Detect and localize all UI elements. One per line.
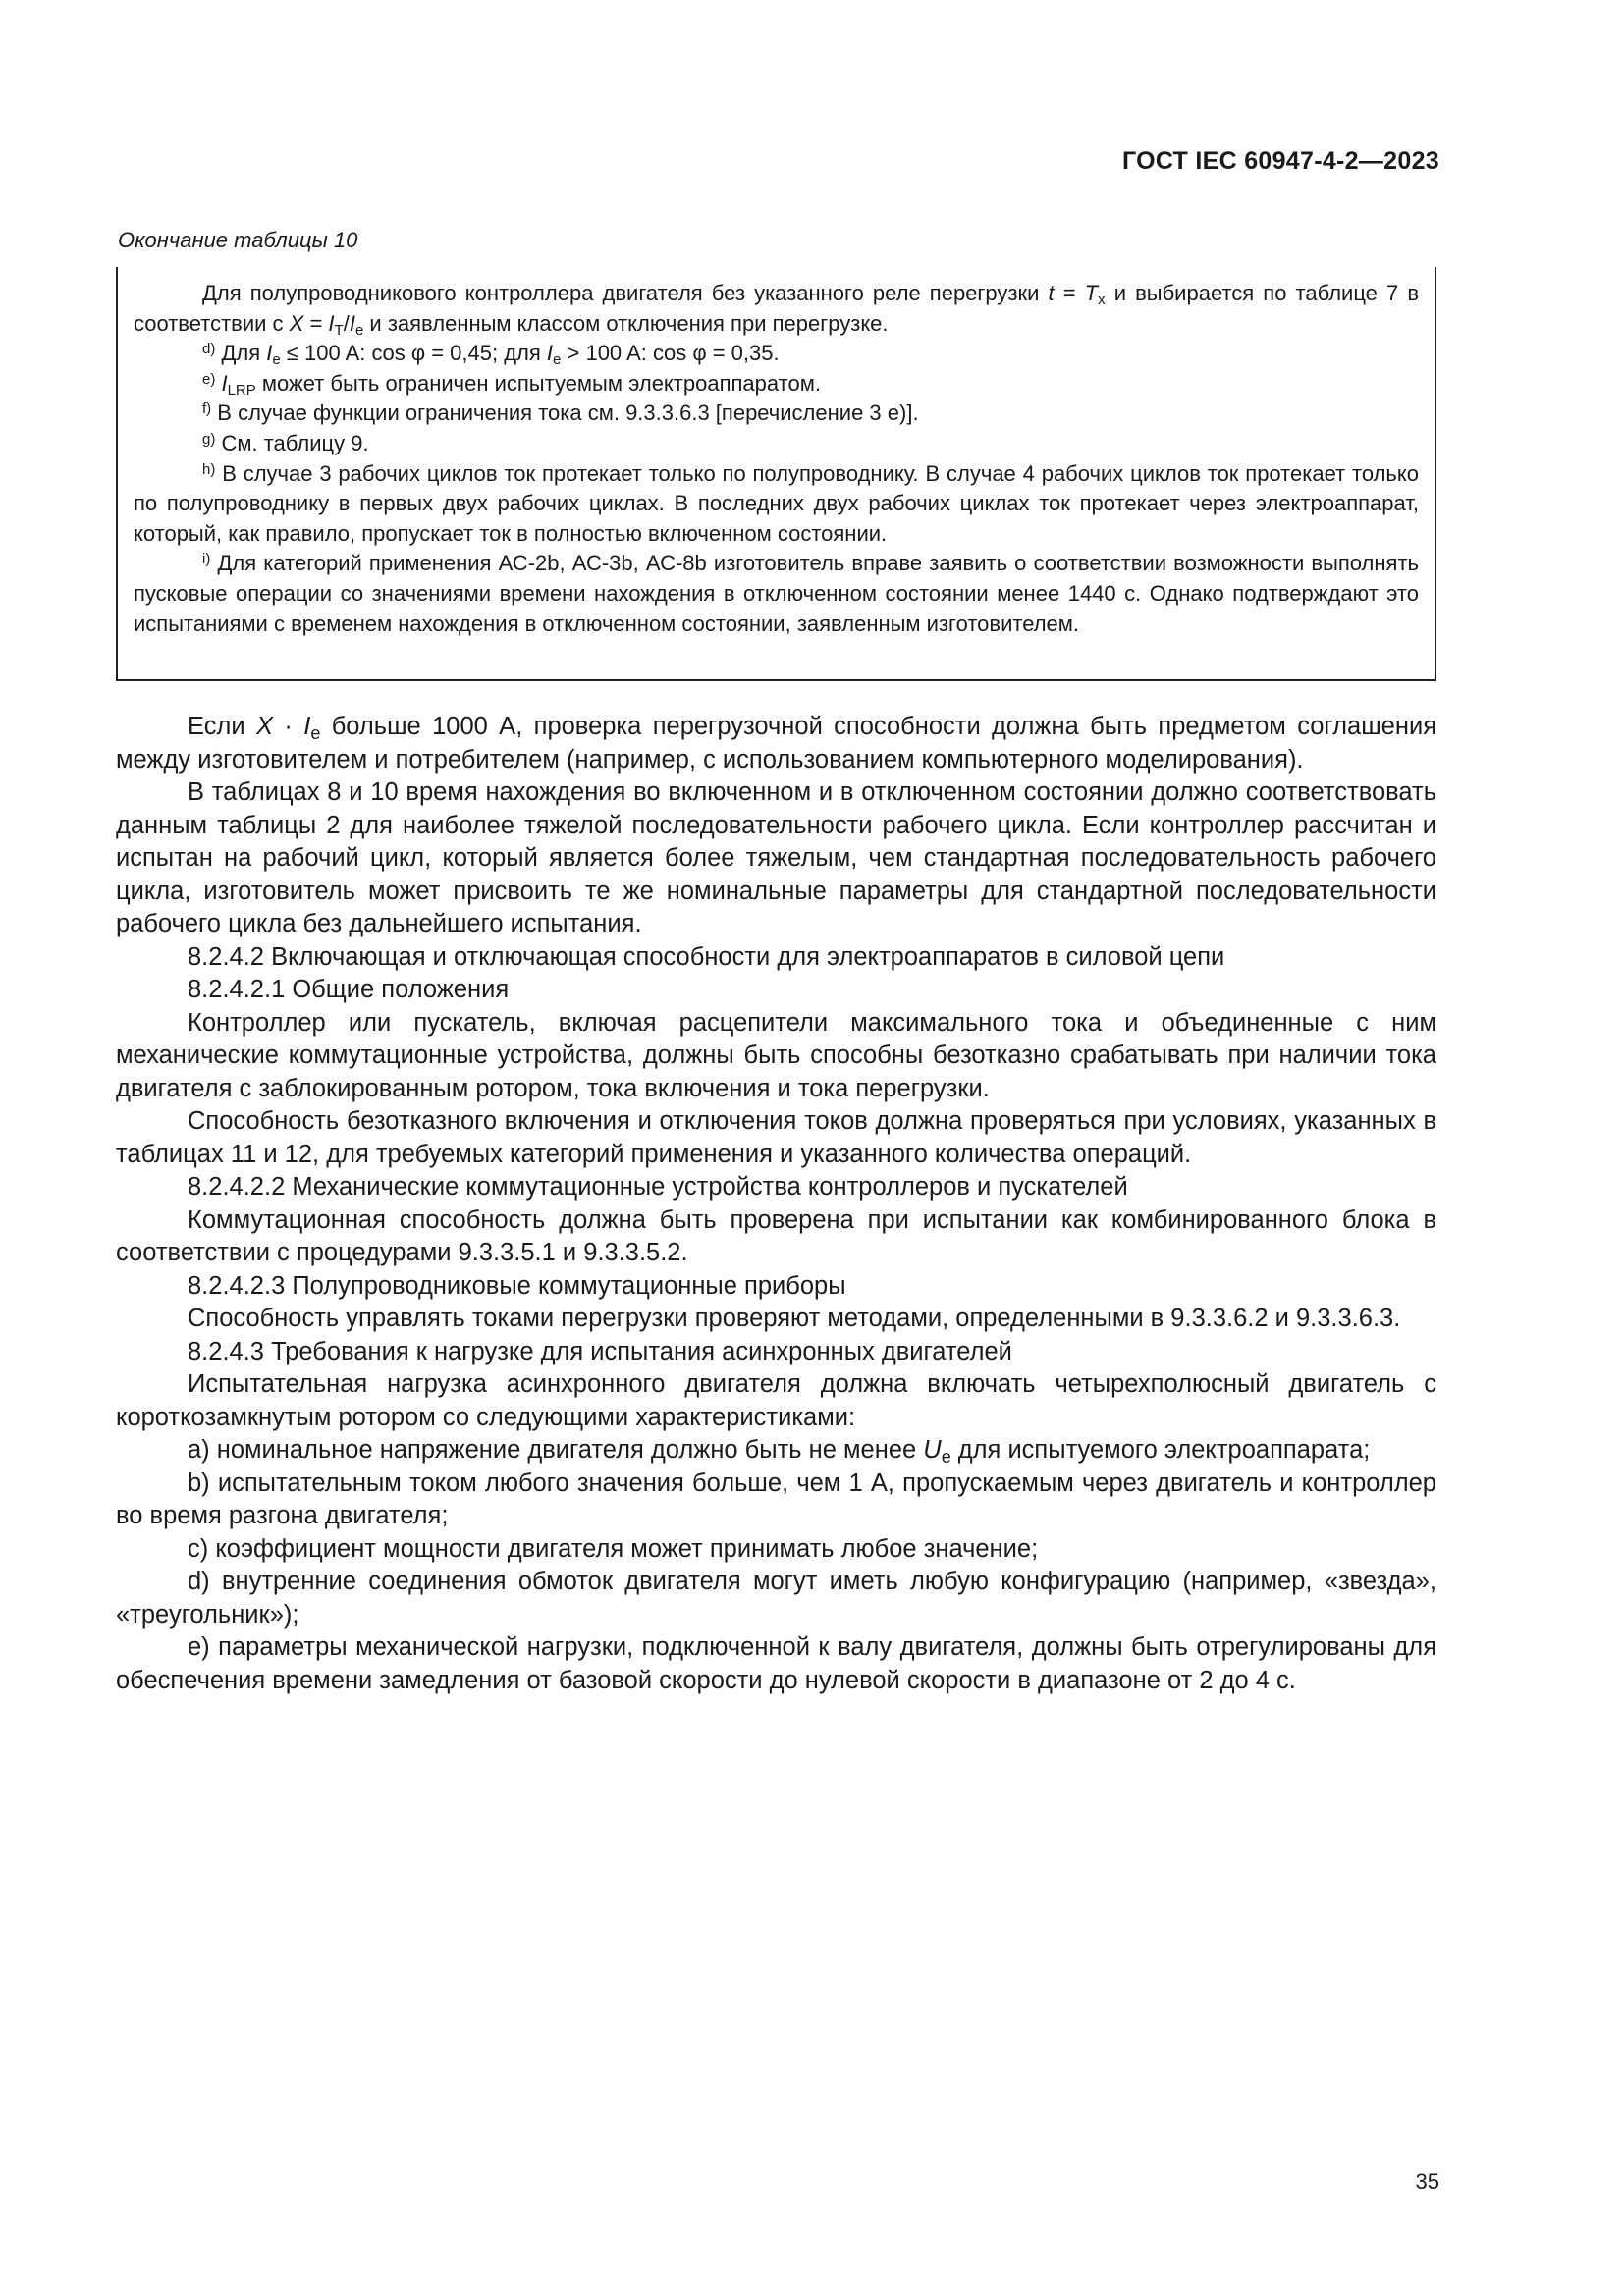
list-item-c: c) коэффициент мощности двигателя может принимать любое значение; [188,1534,1039,1563]
section-heading-8-2-4-2-1: 8.2.4.2.1 Общие положения [188,976,510,1003]
paragraph-duty-cycle: В таблицах 8 и 10 время нахождения во включенном и в отключенном состоянии должно соответствовать данным таблицы 2 для наиболее тяжелой последовательности рабочего цикла. Если контроллер рассчитан и испытан на рабочий цикл, который является более тяжелым, чем стандартная последовательность рабочего цикла, изготовитель может присвоить те же номинальные параметры для стандартной последовательности рабочего цикла без дальнейшего испытания. [116,778,1436,937]
paragraph-overload-agreement: Если $X \cdot I_e$ больше 1000 А, проверка перегрузочной способности должна быть предметом соглашения между изготовителем и потребителем (например, с использованием компьютерного моделирования). [116,713,1437,774]
list-item-d: d) внутренние соединения обмоток двигателя могут иметь любую конфигурацию (например, «звезда», «треугольник»); [116,1568,1436,1629]
paragraph-controller-capability: Контроллер или пускатель, включая расцепители максимального тока и объединенные с ним механические коммутационные устройства, должны быть способны безотказно срабатывать при наличии тока двигателя с заблокированным ротором, тока включения и тока перегрузки. [116,1008,1436,1102]
list-item-b: b) испытательным током любого значения больше, чем 1 А, пропускаемым через двигатель и контроллер во время разгона двигателя; [116,1468,1436,1529]
footnote-h: $^{h)}$ В случае 3 рабочих циклов ток протекает только по полупроводнику. В случае 4 рабочих циклов ток протекает только по полупроводнику в первых двух рабочих циклах. В последних двух рабочих циклах ток протекает через электроаппарат, который, как правило, пропускает ток в полностью включенном состоянии. [134,460,1419,546]
standard-header: ГОСТ IEC 60947-4-2—2023 [1121,147,1439,175]
table-continuation-caption: Окончание таблицы 10 [118,228,358,252]
footnote-f: $^{f)}$ В случае функции ограничения тока см. 9.3.3.6.3 [перечисление 3 е)]. [202,400,919,426]
footnote-i: $^{i)}$ Для категорий применения АС-2b, АС-3b, АС-8b изготовитель вправе заявить о соответствии возможности выполнять пусковые операции со значениями времени нахождения в отключенном состоянии менее 1440 с. Однако подтверждают это испытаниями с временем нахождения в отключенном состоянии, заявленным изготовителем. [134,551,1419,636]
list-item-e: e) параметры механической нагрузки, подключенной к валу двигателя, должны быть отрегулированы для обеспечения времени замедления от базовой скорости до нулевой скорости в диапазоне от 2 до 4 с. [116,1633,1436,1694]
footnote-d: $^{d)}$ Для $I_e \le 100$ A: cos φ = 0,45; для $I_e > 100$ A: cos φ = 0,35. [202,341,780,369]
main-body-text [116,711,1436,1697]
section-heading-8-2-4-3: 8.2.4.3 Требования к нагрузке для испытания асинхронных двигателей [188,1337,1012,1365]
paragraph-switching-capacity: Коммутационная способность должна быть проверена при испытании как комбинированного блока в соответствии с процедурами 9.3.3.5.1 и 9.3.3.5.2. [116,1205,1436,1266]
section-heading-8-2-4-2-2: 8.2.4.2.2 Механические коммутационные устройства контроллеров и пускателей [188,1173,1128,1201]
footnote-e: $^{e)}$ $I_{LRP}$ может быть ограничен испытуемым электроаппаратом. [202,370,821,399]
paragraph-test-load: Испытательная нагрузка асинхронного двигателя должна включать четырехполюсный двигатель с короткозамкнутым ротором со следующими характеристиками: [116,1370,1436,1431]
list-item-a: a) номинальное напряжение двигателя должно быть не менее $U_e$ для испытуемого электроаппарата; [188,1436,1371,1467]
section-heading-8-2-4-2-3: 8.2.4.2.3 Полупроводниковые коммутационные приборы [188,1271,846,1300]
paragraph-switching-verification: Способность безотказного включения и отключения токов должна проверяться при условиях, указанных в таблицах 11 и 12, для требуемых категорий применения и указанного количества операций. [116,1107,1436,1168]
page-number: 35 [1415,2169,1439,2194]
paragraph-overload-control: Способность управлять токами перегрузки проверяют методами, определенными в 9.3.3.6.2 и 9.3.3.6.3. [188,1305,1401,1332]
table-footnotes-box [116,267,1436,681]
note-semiconductor-controller: Для полупроводникового контроллера двигателя без указанного реле перегрузки $t = T_x$ и выбирается по таблице 7 в соответствии с $X = I_T/I_e$ и заявленным классом отключения при перегрузке. [134,281,1419,339]
section-heading-8-2-4-2: 8.2.4.2 Включающая и отключающая способности для электроаппаратов в силовой цепи [188,942,1225,971]
footnote-g: $^{g)}$ См. таблицу 9. [202,430,369,455]
